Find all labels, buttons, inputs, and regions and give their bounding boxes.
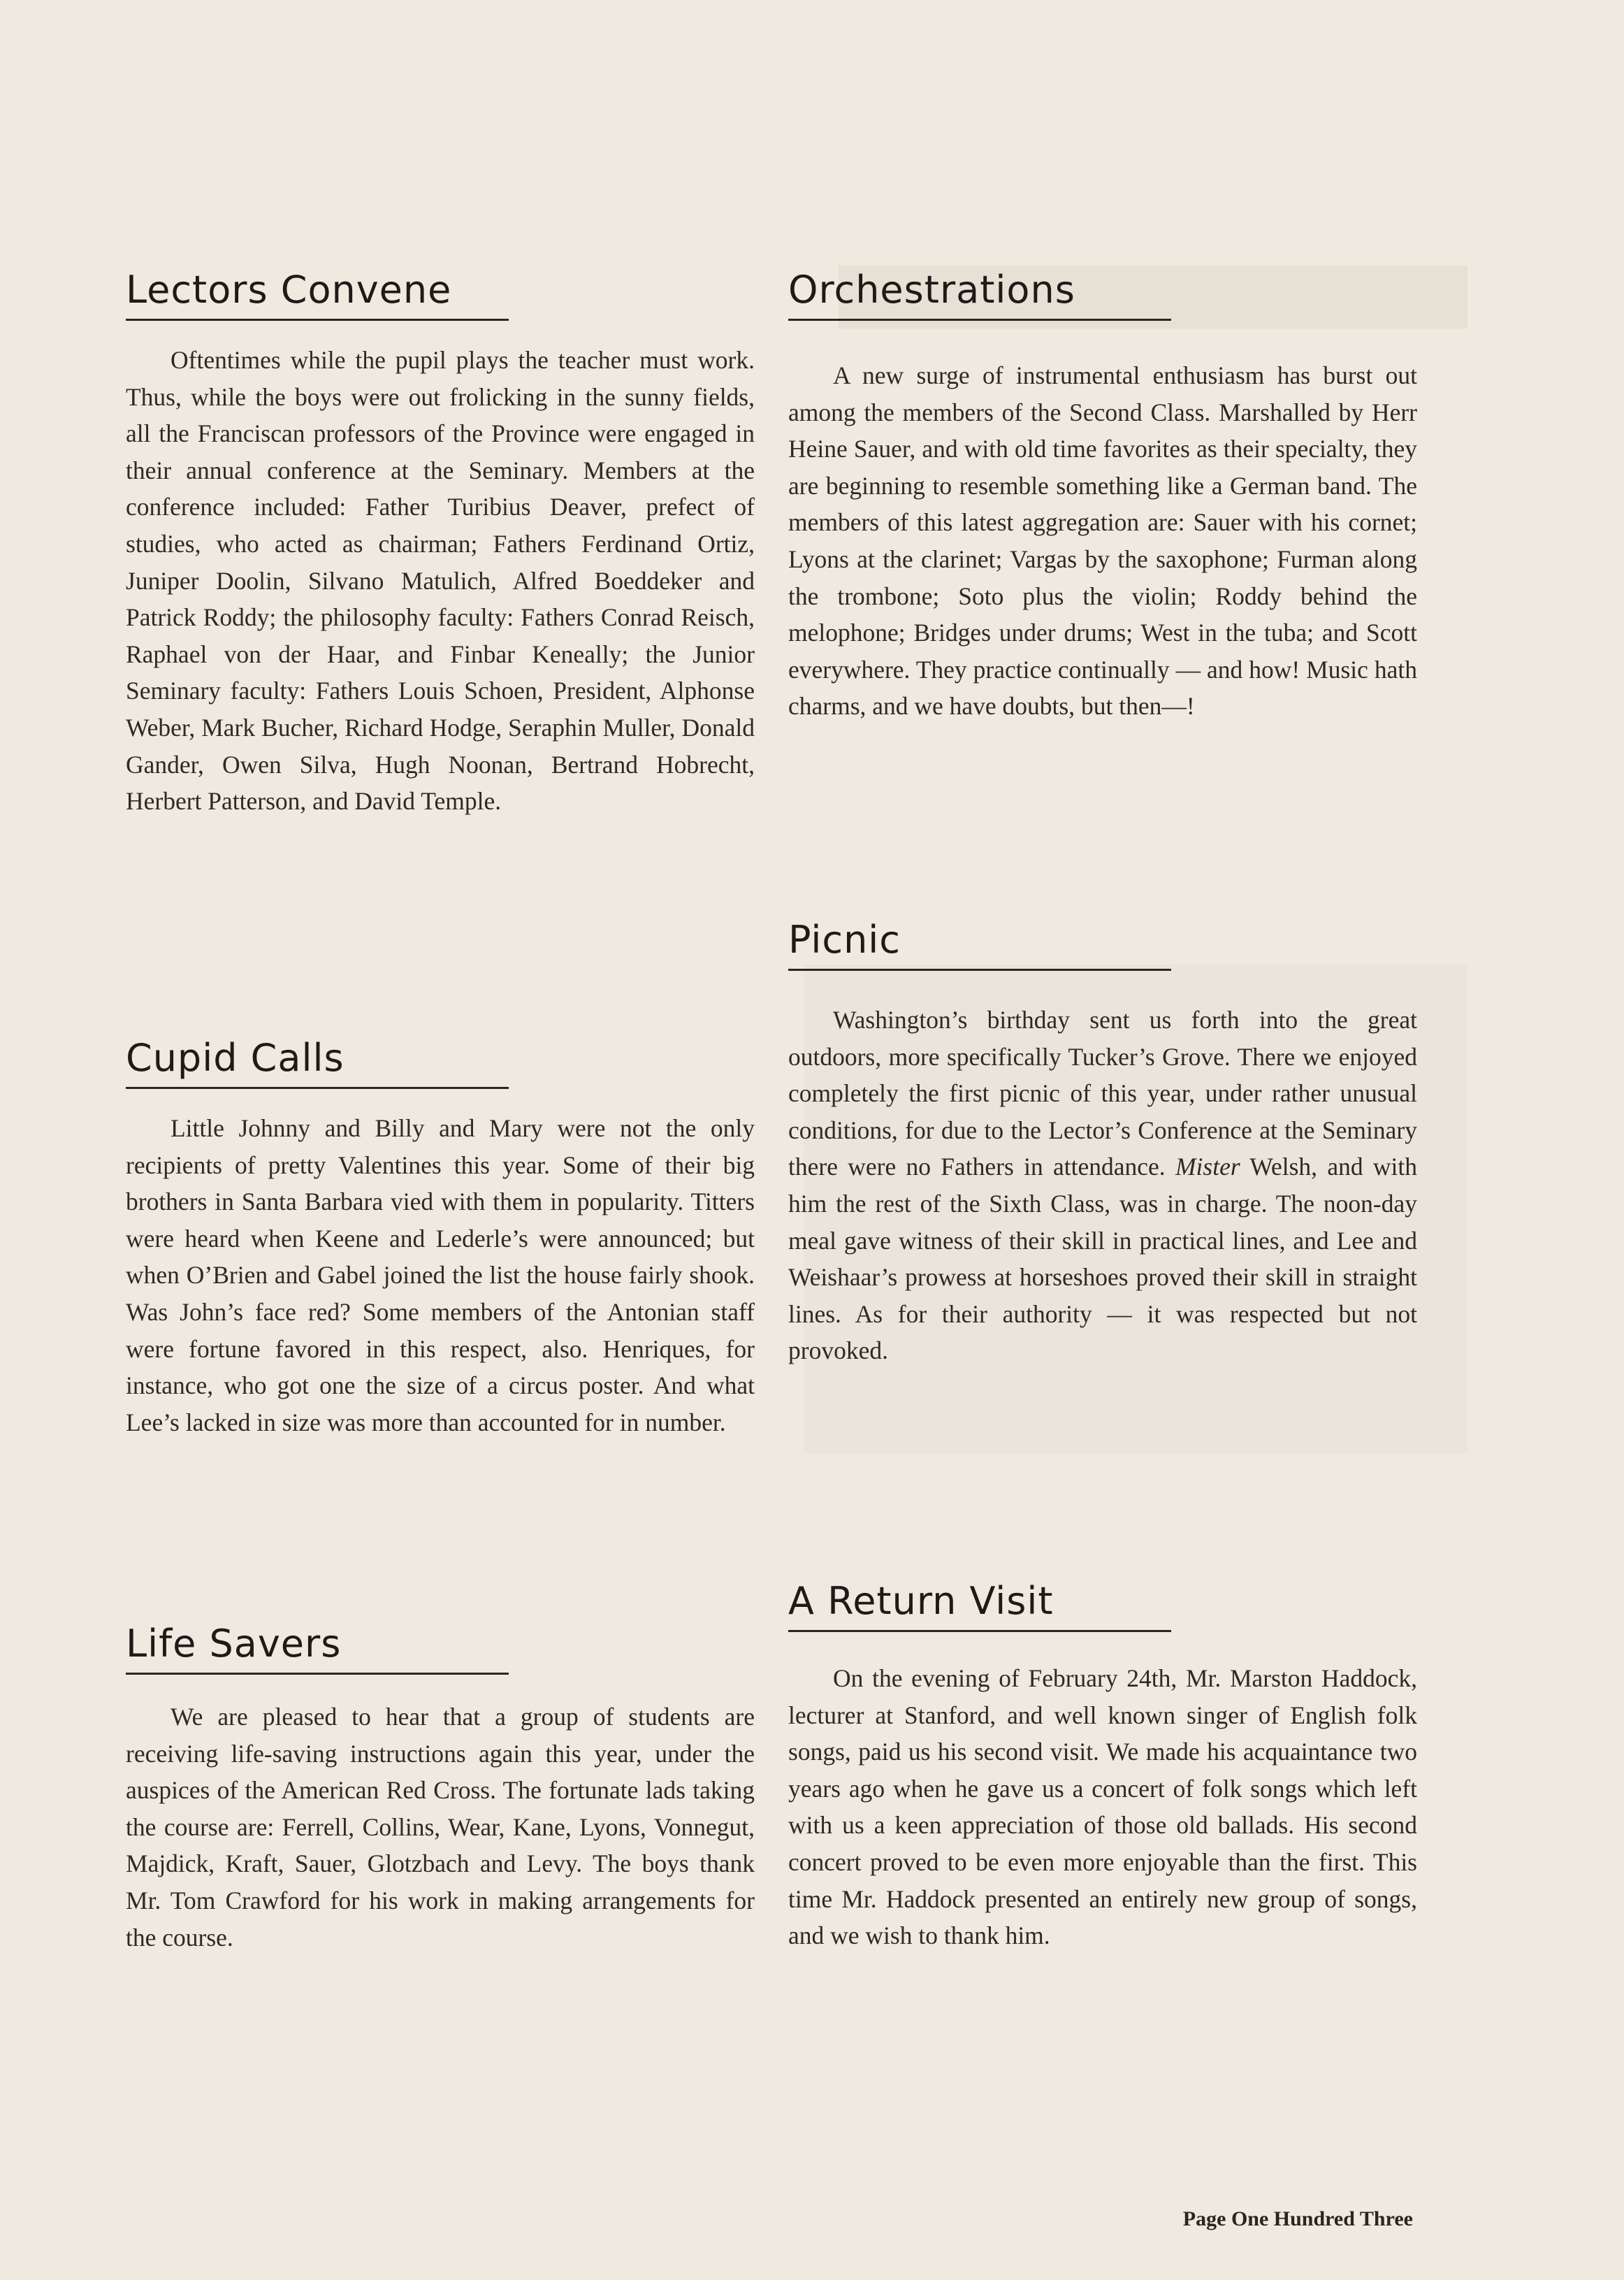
section-body: We are pleased to hear that a group of students are receiving life-saving instructions again this year, under the auspices of the American Red Cross. The fortunate lads taking the course are: Ferrell, Collins, Wear, Kane, Lyons, Vonnegut, Majdick, Kraft, Sauer, Glotzbach and Levy. The boys thank Mr. Tom Crawford for his work in making arrangements for the course. bbox=[126, 1703, 755, 1951]
heading-block bbox=[126, 268, 509, 321]
heading-underline bbox=[126, 1087, 509, 1089]
section-body: On the evening of February 24th, Mr. Marston Haddock, lecturer at Stanford, and well known singer of English folk songs, paid us his second visit. We made his acquaintance two years ago when he gave us a concert of folk songs which left with us a keen appreciation of those old ballads. His second concert proved to be even more enjoyable than the first. This time Mr. Haddock presented an entirely new group of songs, and we wish to thank him. bbox=[788, 1664, 1417, 1950]
heading-block bbox=[788, 918, 1171, 971]
section-body: Oftentimes while the pupil plays the teacher must work. Thus, while the boys were out frolicking in the sunny fields, all the Franciscan professors of the Province were engaged in their annual conference at the Seminary. Members at the conference included: Father Turibius Deaver, prefect of studies, who acted as chairman; Fathers Ferdinand Ortiz, Juniper Doolin, Silvano Matulich, Alfred Boeddeker and Patrick Roddy; the philosophy faculty: Fathers Conrad Reisch, Raphael von der Haar, and Finbar Keneally; the Junior Seminary faculty: Fathers Louis Schoen, President, Alphonse Weber, Mark Bucher, Richard Hodge, Seraphin Muller, Donald Gander, Owen Silva, Hugh Noonan, Bertrand Hobrecht, Herbert Patterson, and David Temple. bbox=[126, 346, 755, 816]
heading-block bbox=[126, 1622, 509, 1675]
section-cupid-calls bbox=[126, 1036, 755, 1441]
heading-underline bbox=[788, 969, 1171, 971]
section-orchestrations bbox=[788, 268, 1417, 725]
section-body bbox=[788, 1002, 1417, 1369]
heading-underline bbox=[788, 319, 1171, 321]
section-heading: Life Savers bbox=[126, 1622, 342, 1666]
heading-block bbox=[126, 1036, 509, 1089]
heading-underline bbox=[126, 1673, 509, 1675]
section-heading: Orchestrations bbox=[788, 268, 1075, 312]
heading-block bbox=[788, 268, 1171, 321]
section-heading: Picnic bbox=[788, 918, 901, 962]
section-life-savers bbox=[126, 1622, 755, 1956]
section-heading: Cupid Calls bbox=[126, 1036, 345, 1080]
section-body: Little Johnny and Billy and Mary were not the only recipients of pretty Valentines this year. Some of their big brothers in Santa Barbara vied with them in popularity. Titters were heard when Keene and Lederle’s were announced; but when O’Brien and Gabel joined the list the house fairly shook. Was John’s face red? Some members of the Antonian staff were fortune favored in this respect, also. Henriques, for instance, who got one the size of a circus poster. And what Lee’s lacked in size was more than accounted for in number. bbox=[126, 1114, 755, 1436]
section-return-visit bbox=[788, 1579, 1417, 1954]
heading-block bbox=[788, 1579, 1171, 1632]
section-heading: A Return Visit bbox=[788, 1579, 1054, 1623]
page-number-footer: Page One Hundred Three bbox=[1182, 2207, 1413, 2230]
picnic-text-before: Washington’s birthday sent us forth into the great outdoors, more specifically Tucker’s Grove. There we enjoyed completely the first picnic of this year, under rather unusual conditions, for due to the Lector’s Conference at the Seminary there were no Fathers in attendance. bbox=[788, 1006, 1417, 1181]
heading-underline bbox=[788, 1630, 1171, 1632]
heading-underline bbox=[126, 319, 509, 321]
section-lectors-convene bbox=[126, 268, 755, 820]
section-body: A new surge of instrumental enthusiasm has burst out among the members of the Second Class. Marshalled by Herr Heine Sauer, and with old time favorites as their specialty, they are beginning to resemble something like a German band. The members of this latest aggregation are: Sauer with his cornet; Lyons at the clarinet; Vargas by the saxophone; Furman along the trombone; Soto plus the violin; Roddy behind the melophone; Bridges under drums; West in the tuba; and Scott everywhere. They practice continually — and how! Music hath charms, and we have doubts, but then—! bbox=[788, 361, 1417, 721]
section-picnic bbox=[788, 918, 1417, 1369]
section-heading: Lectors Convene bbox=[126, 268, 452, 312]
picnic-text-emphasis: Mister bbox=[1175, 1153, 1240, 1181]
picnic-text-after: Welsh, and with him the rest of the Sixth Class, was in charge. The noon-day meal gave witness of their skill in practical lines, and Lee and Weishaar’s prowess at horseshoes proved their skill in straight lines. As for their authority — it was respected but not provoked. bbox=[788, 1153, 1417, 1365]
